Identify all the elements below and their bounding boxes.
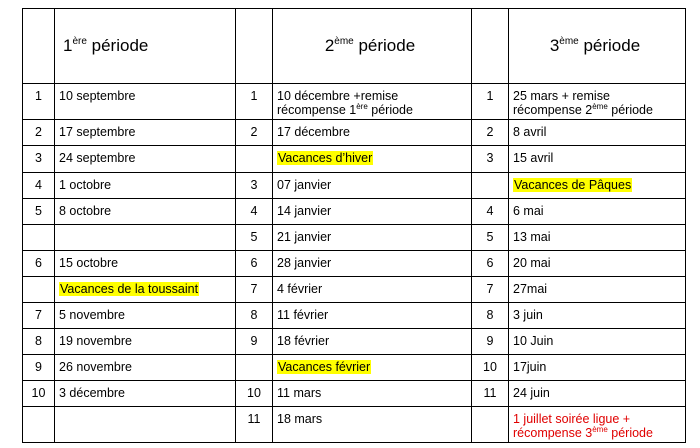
date-text: 19 novembre [59, 334, 132, 348]
session-date-cell [273, 329, 472, 355]
table-row [23, 355, 686, 381]
date-text: 10 décembre +remise [277, 89, 399, 103]
ordinal-superscript: ème [592, 102, 608, 111]
session-date-cell [509, 225, 686, 251]
session-date-cell [509, 251, 686, 277]
session-number-cell: 1 [236, 84, 273, 120]
date-text: 13 mai [513, 230, 551, 244]
header-row [23, 9, 686, 84]
session-number-cell: 11 [236, 407, 273, 443]
session-number-cell: 10 [23, 381, 55, 407]
session-date-cell [273, 146, 472, 173]
date-text: 10 Juin [513, 334, 554, 348]
session-date-cell [55, 146, 236, 173]
table-row [23, 146, 686, 173]
date-text: 18 février [277, 334, 330, 348]
session-date-cell [509, 303, 686, 329]
ordinal-superscript: ère [356, 102, 368, 111]
header-number-cell [236, 9, 273, 84]
session-number-cell: 8 [23, 329, 55, 355]
date-text: 17juin [513, 360, 547, 374]
session-number-cell [23, 225, 55, 251]
session-date-cell [509, 381, 686, 407]
session-date-cell [509, 355, 686, 381]
date-text: 11 février [277, 308, 329, 322]
session-date-cell [509, 329, 686, 355]
session-number-cell: 3 [23, 146, 55, 173]
session-date-cell [509, 173, 686, 199]
session-number-cell [236, 146, 273, 173]
session-number-cell: 5 [23, 199, 55, 225]
date-text: récompense 3 [513, 426, 593, 440]
session-number-cell: 3 [236, 173, 273, 199]
session-date-cell [509, 84, 686, 120]
session-date-cell [55, 84, 236, 120]
table-row [23, 173, 686, 199]
holiday-highlight: Vacances d’hiver [278, 151, 373, 165]
session-date-cell [55, 303, 236, 329]
session-date-cell [273, 225, 472, 251]
session-number-cell: 6 [236, 251, 273, 277]
session-date-cell [55, 355, 236, 381]
date-text: 17 décembre [277, 125, 350, 139]
date-text: 15 avril [513, 151, 554, 165]
holiday-highlight: Vacances de Pâques [514, 178, 632, 192]
date-text: période [607, 426, 653, 440]
header-period-2: 2ème période [273, 9, 472, 84]
session-date-cell [273, 355, 472, 381]
session-date-cell [509, 120, 686, 146]
date-text: 26 novembre [59, 360, 132, 374]
session-date-cell [509, 146, 686, 173]
table-row [23, 277, 686, 303]
date-text: 24 septembre [59, 151, 136, 165]
table-row [23, 381, 686, 407]
session-date-cell [55, 407, 236, 443]
session-date-cell [273, 407, 472, 443]
session-number-cell: 10 [472, 355, 509, 381]
session-number-cell: 10 [236, 381, 273, 407]
date-text: 4 février [277, 282, 323, 296]
header-number-cell [472, 9, 509, 84]
holiday-highlight: Vacances de la toussaint [60, 282, 199, 296]
session-number-cell: 9 [23, 355, 55, 381]
session-number-cell: 4 [23, 173, 55, 199]
date-text: 1 octobre [59, 178, 112, 192]
table-row [23, 329, 686, 355]
session-number-cell: 7 [23, 303, 55, 329]
session-number-cell: 2 [472, 120, 509, 146]
session-date-cell [509, 407, 686, 443]
table-row [23, 120, 686, 146]
date-text: 17 septembre [59, 125, 136, 139]
date-text: 24 juin [513, 386, 550, 400]
date-text: 3 juin [513, 308, 543, 322]
session-date-cell [55, 277, 236, 303]
session-number-cell: 7 [472, 277, 509, 303]
table-row [23, 84, 686, 120]
session-number-cell [23, 277, 55, 303]
header-period-1: 1ère période [55, 9, 236, 84]
session-date-cell [55, 199, 236, 225]
session-date-cell [55, 251, 236, 277]
date-text: 14 janvier [277, 204, 332, 218]
date-text: 5 novembre [59, 308, 126, 322]
session-date-cell [273, 173, 472, 199]
date-text: 6 mai [513, 204, 544, 218]
session-number-cell: 4 [236, 199, 273, 225]
session-date-cell [55, 120, 236, 146]
session-date-cell [55, 329, 236, 355]
session-number-cell: 2 [236, 120, 273, 146]
date-text: 8 octobre [59, 204, 112, 218]
session-date-cell [273, 381, 472, 407]
session-number-cell: 4 [472, 199, 509, 225]
session-number-cell: 11 [472, 381, 509, 407]
session-number-cell: 9 [472, 329, 509, 355]
date-text: récompense 1 [277, 103, 357, 117]
date-text: période [607, 103, 653, 117]
date-text: 11 mars [277, 386, 322, 400]
date-text: 8 avril [513, 125, 547, 139]
session-date-cell [273, 277, 472, 303]
session-number-cell [472, 173, 509, 199]
header-number-cell [23, 9, 55, 84]
table-row [23, 407, 686, 443]
schedule-body [23, 9, 686, 443]
session-number-cell [472, 407, 509, 443]
session-date-cell [273, 303, 472, 329]
date-text: 10 septembre [59, 89, 136, 103]
session-number-cell: 1 [472, 84, 509, 120]
date-text: 3 décembre [59, 386, 126, 400]
table-row [23, 199, 686, 225]
session-date-cell [273, 199, 472, 225]
session-date-cell [55, 173, 236, 199]
date-text: 28 janvier [277, 256, 332, 270]
session-date-cell [273, 120, 472, 146]
date-text: 07 janvier [277, 178, 332, 192]
session-number-cell: 8 [472, 303, 509, 329]
session-date-cell [273, 84, 472, 120]
session-number-cell: 1 [23, 84, 55, 120]
date-text: période [367, 103, 413, 117]
session-number-cell [23, 407, 55, 443]
table-row [23, 303, 686, 329]
ordinal-superscript: ème [592, 425, 608, 434]
date-text: 27mai [513, 282, 548, 296]
session-date-cell [509, 199, 686, 225]
header-period-3: 3ème période [509, 9, 686, 84]
session-number-cell: 2 [23, 120, 55, 146]
holiday-highlight: Vacances février [278, 360, 371, 374]
session-number-cell: 3 [472, 146, 509, 173]
schedule-table [22, 8, 686, 443]
session-number-cell: 5 [236, 225, 273, 251]
session-date-cell [273, 251, 472, 277]
table-row [23, 225, 686, 251]
session-number-cell: 6 [472, 251, 509, 277]
session-number-cell: 9 [236, 329, 273, 355]
session-number-cell [236, 355, 273, 381]
session-date-cell [509, 277, 686, 303]
session-number-cell: 6 [23, 251, 55, 277]
date-text: 25 mars + remise [513, 89, 610, 103]
date-text: 15 octobre [59, 256, 119, 270]
session-date-cell [55, 225, 236, 251]
session-date-cell [55, 381, 236, 407]
table-row [23, 251, 686, 277]
session-number-cell: 8 [236, 303, 273, 329]
session-number-cell: 7 [236, 277, 273, 303]
date-text: 18 mars [277, 412, 323, 426]
session-number-cell: 5 [472, 225, 509, 251]
date-text: 20 mai [513, 256, 551, 270]
date-text: 1 juillet soirée ligue + [513, 412, 631, 426]
date-text: 21 janvier [277, 230, 332, 244]
date-text: récompense 2 [513, 103, 593, 117]
